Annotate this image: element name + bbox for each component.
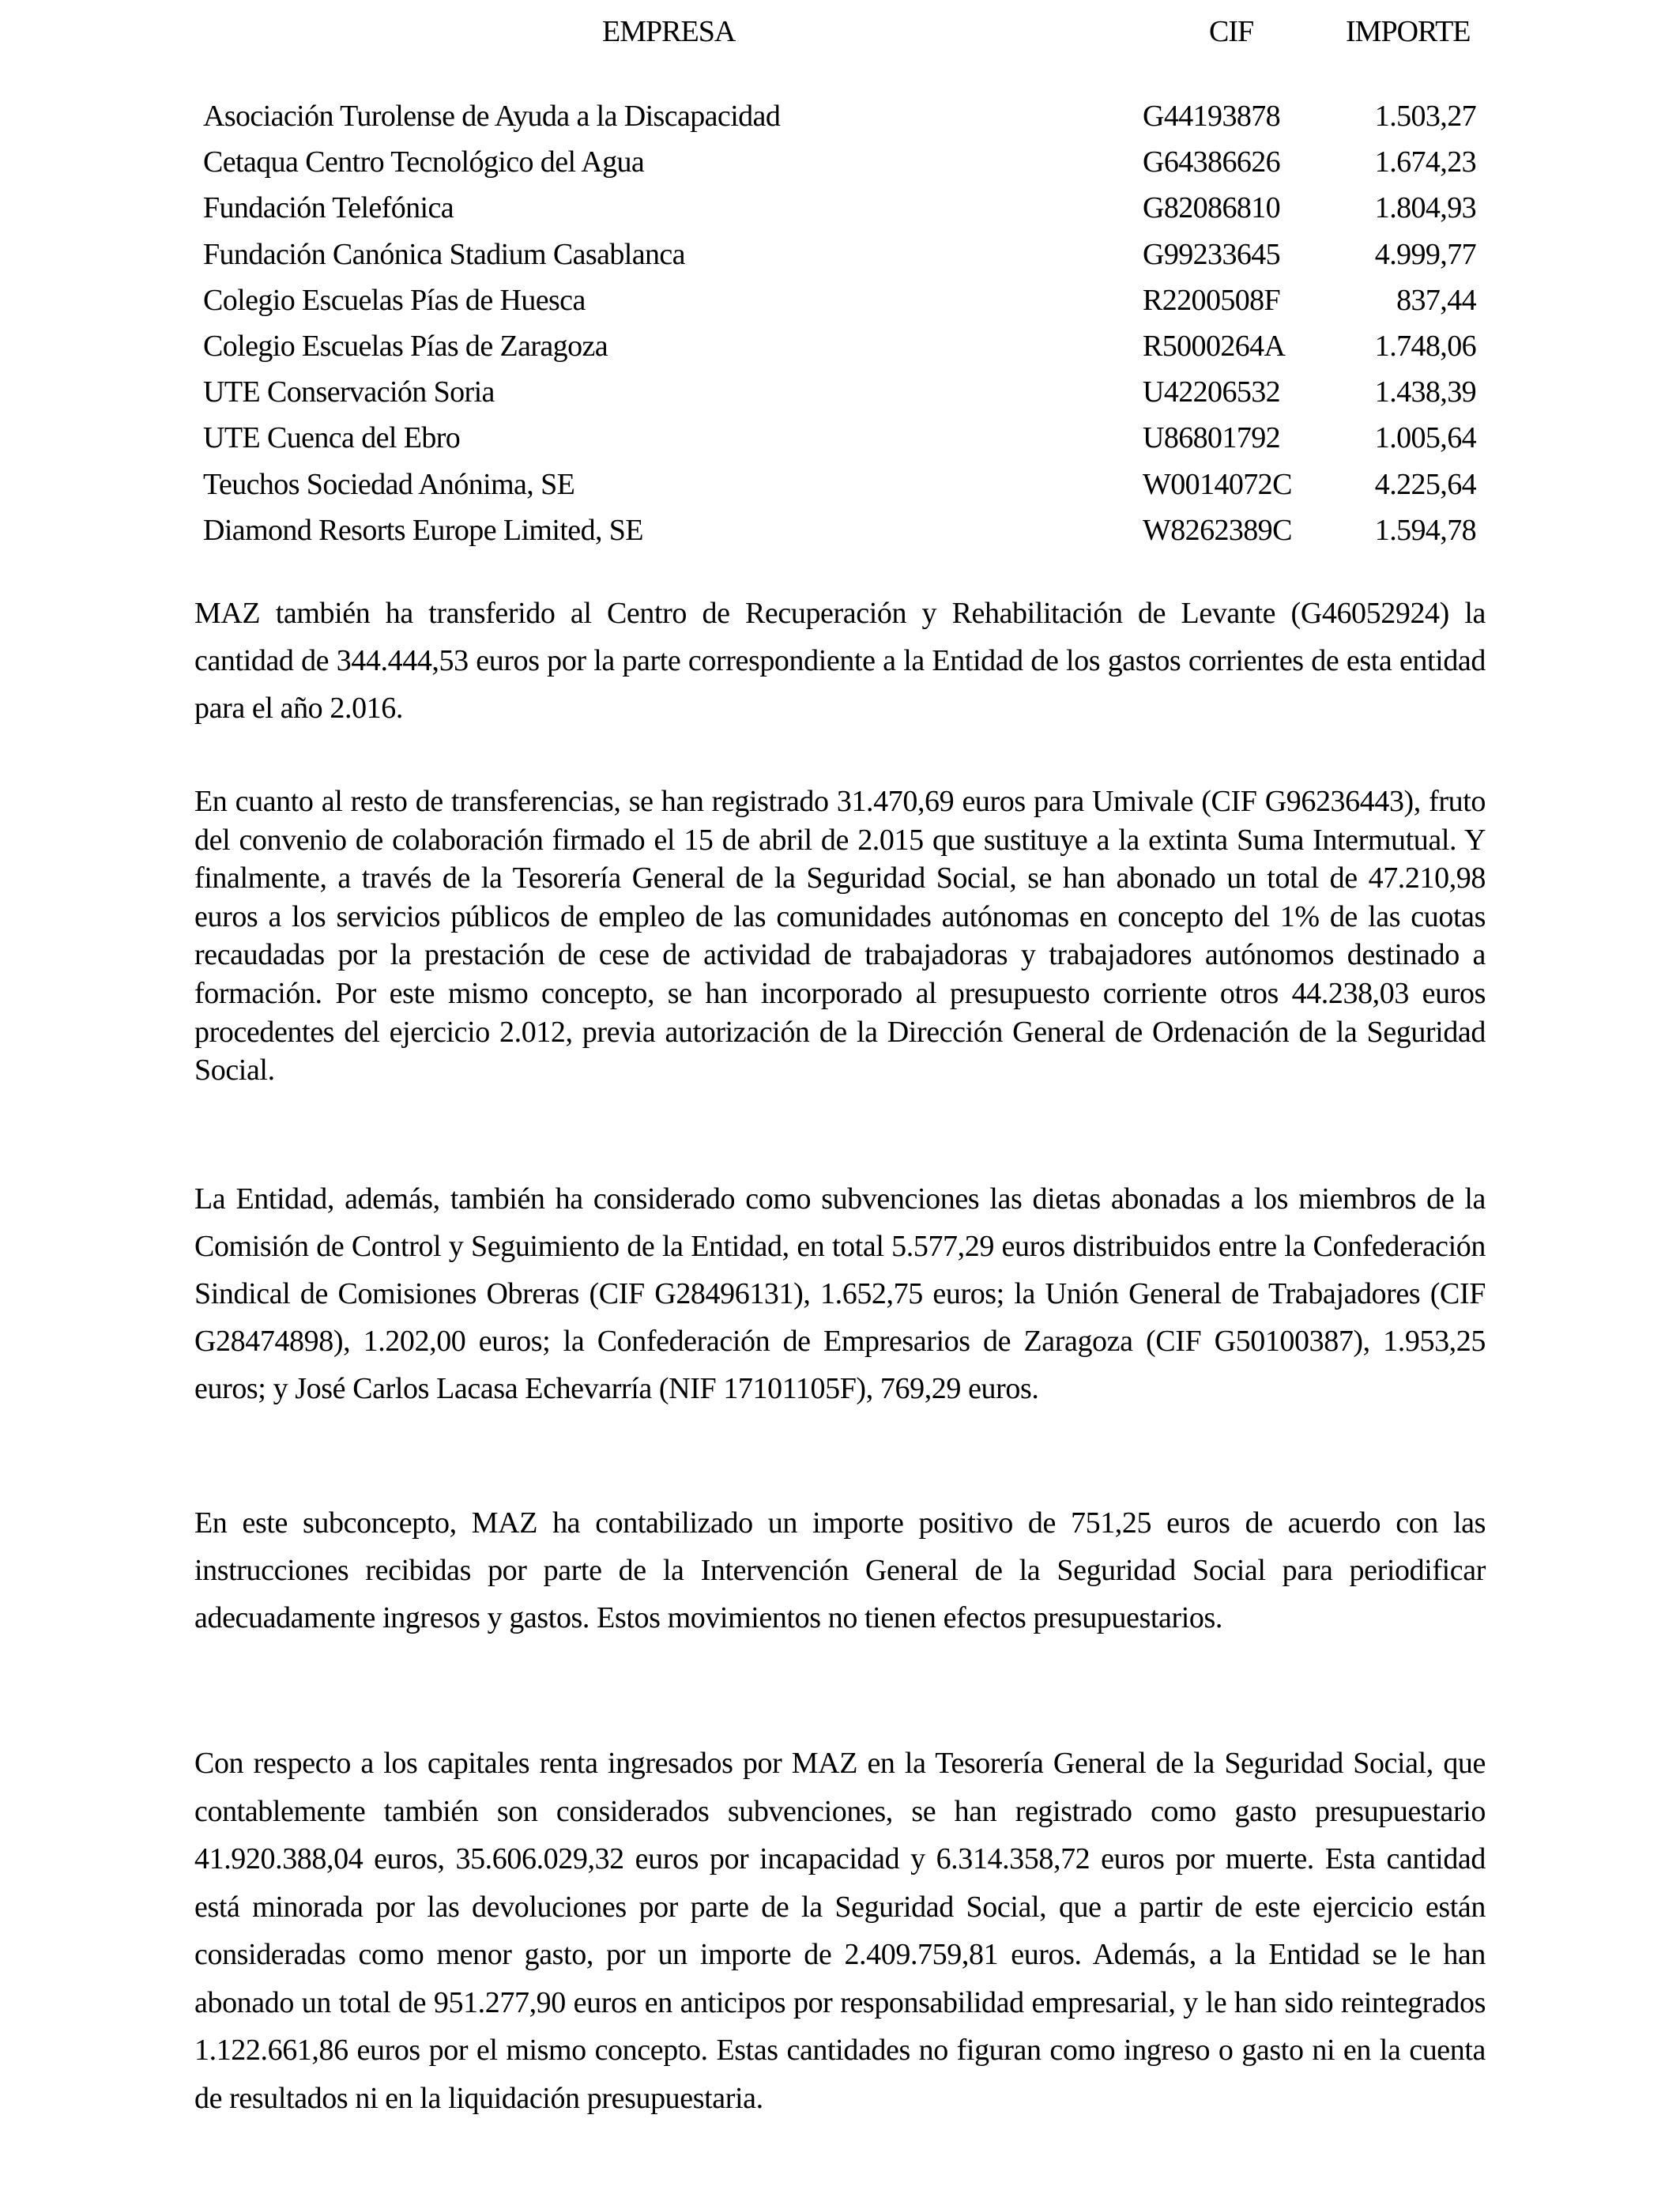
cell-empresa: Fundación Canónica Stadium Casablanca [203, 237, 685, 271]
cell-importe: 1.438,39 [1374, 375, 1476, 409]
cell-cif: U86801792 [1143, 421, 1281, 455]
cell-cif: G82086810 [1143, 191, 1281, 225]
table-row [0, 323, 1680, 369]
table-row [0, 277, 1680, 323]
cell-importe: 4.999,77 [1374, 237, 1476, 271]
header-cif: CIF [1209, 15, 1254, 48]
cell-cif: U42206532 [1143, 375, 1281, 409]
table-row [0, 415, 1680, 461]
cell-empresa: Fundación Telefónica [203, 191, 454, 225]
table-row [0, 185, 1680, 231]
table-row [0, 93, 1680, 139]
table-row [0, 462, 1680, 507]
paragraph-levante-transfer: MAZ también ha transferido al Centro de Recuperación y Rehabilitación de Levante (G46052924) la cantidad de 344.444,53 euros por la parte correspondiente a la Entidad de los gastos corrientes de esta entidad para el año 2.016. [194, 597, 1486, 725]
cell-empresa: Teuchos Sociedad Anónima, SE [203, 467, 575, 501]
cell-empresa: Diamond Resorts Europe Limited, SE [203, 513, 643, 547]
transfers-table [0, 93, 1680, 553]
paragraph-other-transfers: En cuanto al resto de transferencias, se han registrado 31.470,69 euros para Umivale (CIF G96236443), fruto del convenio de colaboración firmado el 15 de abril de 2.015 que sustituye a la extinta Suma Intermutual. Y finalmente, a través de la Tesorería General de la Seguridad Social, se han abonado un total de 47.210,98 euros a los servicios públicos de empleo de las comunidades autónomas en concepto del 1% de las cuotas recaudadas por la prestación de cese de actividad de trabajadoras y trabajadores autónomos destinado a formación. Por este mismo concepto, se han incorporado al presupuesto corriente otros 44.238,03 euros procedentes del ejercicio 2.012, previa autorización de la Dirección General de Ordenación de la Seguridad Social. [194, 785, 1486, 1088]
cell-importe: 4.225,64 [1374, 467, 1476, 501]
header-importe: IMPORTE [1346, 15, 1471, 48]
cell-importe: 1.594,78 [1374, 513, 1476, 547]
table-row [0, 139, 1680, 185]
cell-importe: 1.503,27 [1374, 100, 1476, 133]
cell-importe: 1.005,64 [1374, 421, 1476, 455]
table-header [0, 14, 1680, 58]
table-row [0, 507, 1680, 553]
cell-cif: G64386626 [1143, 145, 1281, 179]
cell-cif: W0014072C [1143, 467, 1292, 501]
cell-empresa: Colegio Escuelas Pías de Huesca [203, 283, 586, 317]
cell-importe: 1.674,23 [1374, 145, 1476, 179]
cell-cif: G44193878 [1143, 100, 1281, 133]
cell-empresa: UTE Conservación Soria [203, 375, 495, 409]
cell-cif: R2200508F [1143, 283, 1281, 317]
paragraph-commission-allowances: La Entidad, además, también ha considerado como subvenciones las dietas abonadas a los miembros de la Comisión de Control y Seguimiento de la Entidad, en total 5.577,29 euros distribuidos entre la Confederación Sindical de Comisiones Obreras (CIF G28496131), 1.652,75 euros; la Unión General de Trabajadores (CIF G28474898), 1.202,00 euros; la Confederación de Empresarios de Zaragoza (CIF G50100387), 1.953,25 euros; y José Carlos Lacasa Echevarría (NIF 17101105F), 769,29 euros. [194, 1182, 1486, 1405]
cell-cif: W8262389C [1143, 513, 1292, 547]
cell-cif: R5000264A [1143, 329, 1286, 363]
cell-empresa: UTE Cuenca del Ebro [203, 421, 461, 455]
table-row [0, 369, 1680, 415]
table-row [0, 232, 1680, 277]
cell-empresa: Cetaqua Centro Tecnológico del Agua [203, 145, 645, 179]
cell-importe: 1.804,93 [1374, 191, 1476, 225]
cell-cif: G99233645 [1143, 237, 1281, 271]
paragraph-subconcept: En este subconcepto, MAZ ha contabilizado un importe positivo de 751,25 euros de acuerdo con las instrucciones recibidas por parte de la Intervención General de la Seguridad Social para periodificar adecuadamente ingresos y gastos. Estos movimientos no tienen efectos presupuestarios. [194, 1506, 1486, 1634]
cell-empresa: Colegio Escuelas Pías de Zaragoza [203, 329, 608, 363]
paragraph-capital-rents: Con respecto a los capitales renta ingresados por MAZ en la Tesorería General de la Seguridad Social, que contablemente también son considerados subvenciones, se han registrado como gasto presupuestario 41.920.388,04 euros, 35.606.029,32 euros por incapacidad y 6.314.358,72 euros por muerte. Esta cantidad está minorada por las devoluciones por parte de la Seguridad Social, que a partir de este ejercicio están consideradas como menor gasto, por un importe de 2.409.759,81 euros. Además, a la Entidad se le han abonado un total de 951.277,90 euros en anticipos por responsabilidad empresarial, y le han sido reintegrados 1.122.661,86 euros por el mismo concepto. Estas cantidades no figuran como ingreso o gasto ni en la cuenta de resultados ni en la liquidación presupuestaria. [194, 1747, 1486, 2115]
cell-empresa: Asociación Turolense de Ayuda a la Discapacidad [203, 100, 781, 133]
cell-importe: 1.748,06 [1374, 329, 1476, 363]
header-empresa: EMPRESA [602, 15, 736, 48]
cell-importe: 837,44 [1396, 283, 1476, 317]
